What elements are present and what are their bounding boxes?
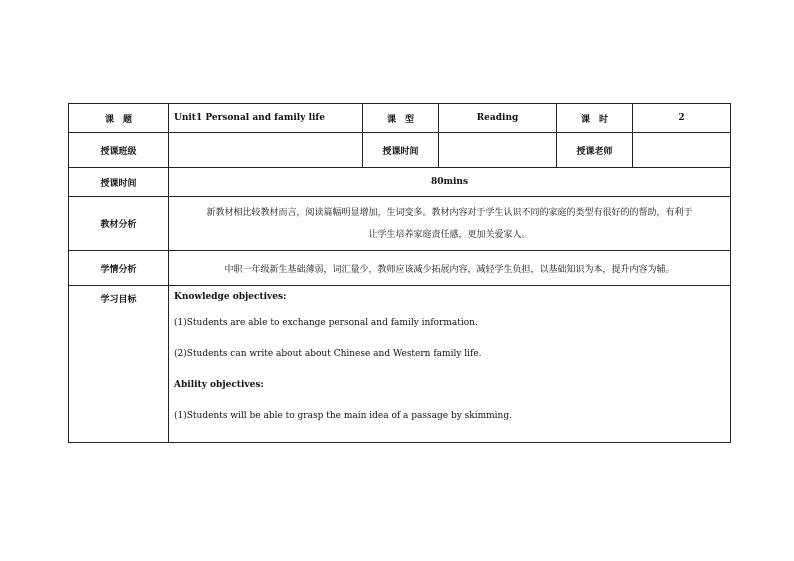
topic-value: Unit1 Personal and family life bbox=[169, 104, 363, 133]
table-row bbox=[69, 197, 731, 251]
class-label: 授课班级 bbox=[69, 133, 169, 168]
duration-label: 授课时间 bbox=[69, 168, 169, 197]
ability-objectives-heading: Ability objectives: bbox=[174, 380, 264, 390]
learning-objectives-content bbox=[169, 286, 731, 443]
student-analysis-text: 中职一年级新生基础薄弱，词汇量少，教师应该减少拓展内容，减轻学生负担，以基础知识为本，提升内容为辅。 bbox=[169, 251, 731, 286]
textbook-analysis-label: 教材分析 bbox=[69, 197, 169, 251]
class-hours-value: 2 bbox=[633, 104, 731, 133]
ability-objective-item: (1)Students will be able to grasp the main idea of a passage by skimming. bbox=[174, 411, 512, 421]
lesson-plan-table bbox=[68, 103, 731, 443]
learning-objectives-label: 学习目标 bbox=[69, 286, 169, 443]
class-value bbox=[169, 133, 363, 168]
class-hours-label: 课 时 bbox=[557, 104, 633, 133]
lesson-type-label: 课 型 bbox=[363, 104, 439, 133]
textbook-analysis-line: 新教材相比较教材而言，阅读篇幅明显增加，生词变多。教材内容对于学生认识不同的家庭的类型有很好的的帮助，有利于 bbox=[206, 207, 693, 218]
textbook-analysis-line: 让学生培养家庭责任感，更加关爱家人。 bbox=[368, 229, 531, 240]
table-row bbox=[69, 133, 731, 168]
table-row bbox=[69, 251, 731, 286]
lesson-type-value: Reading bbox=[439, 104, 557, 133]
knowledge-objective-item: (2)Students can write about about Chinese and Western family life. bbox=[174, 349, 482, 359]
knowledge-objectives-heading: Knowledge objectives: bbox=[174, 291, 287, 302]
textbook-analysis-text bbox=[169, 197, 731, 251]
teacher-label: 授课老师 bbox=[557, 133, 633, 168]
teacher-value bbox=[633, 133, 731, 168]
teaching-time-value bbox=[439, 133, 557, 168]
table-row bbox=[69, 104, 731, 133]
table-row bbox=[69, 168, 731, 197]
student-analysis-label: 学情分析 bbox=[69, 251, 169, 286]
knowledge-objective-item: (1)Students are able to exchange personal and family information. bbox=[174, 318, 478, 328]
topic-label: 课 题 bbox=[69, 104, 169, 133]
duration-value: 80mins bbox=[169, 168, 731, 197]
teaching-time-label: 授课时间 bbox=[363, 133, 439, 168]
table-row bbox=[69, 286, 731, 443]
